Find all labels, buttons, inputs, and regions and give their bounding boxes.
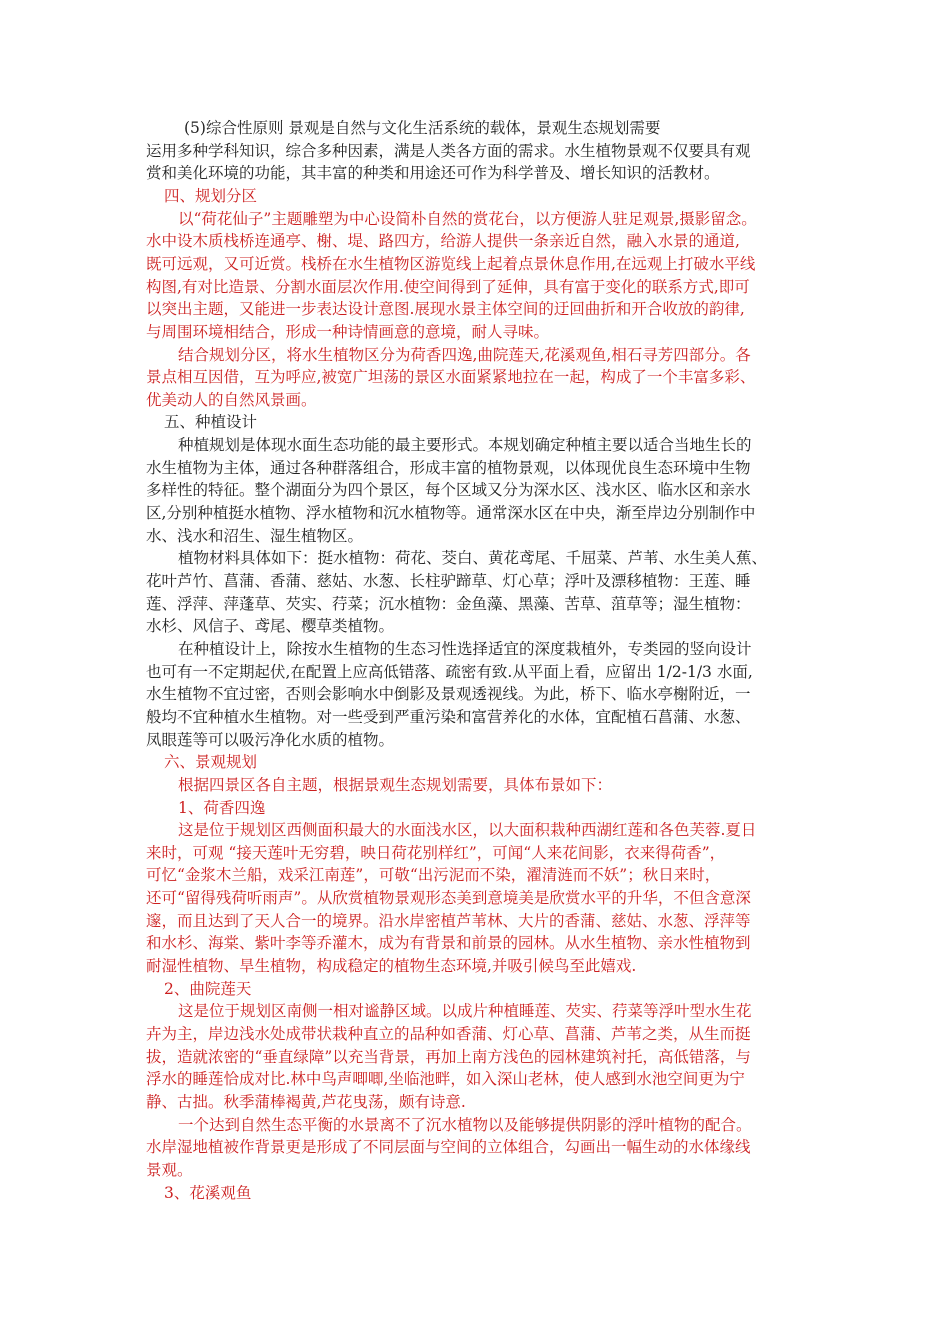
text-line: 1、荷香四逸 — [178, 798, 266, 817]
text-line: 既可远观，又可近赏。栈桥在水生植物区游览线上起着点景休息作用,在远观上打破水平线 — [146, 254, 756, 273]
text-line: 四、规划分区 — [164, 186, 258, 205]
text-line: 五、种植设计 — [164, 413, 258, 432]
text-line: 卉为主，岸边浅水处成带状栽种直立的品种如香蒲、灯心草、菖蒲、芦苇之类，从生而挺 — [146, 1025, 751, 1043]
text-line: 景观。 — [146, 1160, 193, 1179]
text-line: 多样性的特征。整个湖面分为四个景区，每个区域又分为深水区、浅水区、临水区和亲水 — [146, 481, 751, 500]
text-line: 根据四景区各自主题，根据景观生态规划需要，具体布景如下： — [178, 775, 613, 794]
text-line: 水、浅水和沼生、湿生植物区。 — [146, 526, 364, 545]
text-line: 这是位于规划区西侧面积最大的水面浅水区，以大面积栽种西湖红莲和各色芙蓉.夏日 — [178, 821, 757, 840]
text-line: 赏和美化环境的功能，其丰富的种类和用途还可作为科学普及、增长知识的活教材。 — [146, 164, 720, 183]
text-line: 静、古拙。秋季蒲棒褐黄,芦花曳荡，颇有诗意. — [146, 1092, 466, 1111]
text-line: 2、曲院莲天 — [164, 979, 252, 998]
text-line: 区,分别种植挺水植物、浮水植物和沉水植物等。通常深水区在中央，渐至岸边分别制作中 — [146, 504, 756, 523]
text-line: 可忆“金浆木兰船，戏采江南莲”，可敬“出污泥而不染，濯清涟而不妖”；秋日来时， — [146, 866, 721, 885]
text-line: 结合规划分区，将水生植物区分为荷香四逸,曲院莲天,花溪观鱼,相石寻芳四部分。各 — [178, 345, 751, 364]
text-line: 优美动人的自然风景画。 — [146, 390, 317, 409]
text-line: 构图,有对比造景、分割水面层次作用.使空间得到了延伸，具有富于变化的联系方式,即可 — [146, 277, 750, 296]
text-line: 也可有一不定期起伏,在配置上应高低错落、疏密有致.从平面上看，应留出 1/2-1/3 水面, — [146, 662, 753, 681]
text-line: 水生植物不宜过密，否则会影响水中倒影及景观透视线。为此，桥下、临水亭榭附近，一 — [146, 685, 751, 704]
text-line: 邃，而且达到了天人合一的境界。沿水岸密植芦苇林、大片的香蒲、慈姑、水葱、浮萍等 — [146, 911, 751, 930]
text-line: 六、景观规划 — [164, 753, 258, 772]
text-line: 和水杉、海棠、紫叶李等乔灌木，成为有背景和前景的园林。从水生植物、亲水性植物到 — [146, 934, 751, 953]
text-line: 还可“留得残荷听雨声”。从欣赏植物景观形态美到意境美是欣赏水平的升华，不但含意深 — [146, 889, 751, 908]
text-line: 来时，可观 “接天莲叶无穷碧，映日荷花别样红”，可闻“人来花间影，衣来得荷香”， — [146, 843, 726, 862]
text-line: 浮水的睡莲恰成对比.林中鸟声唧唧,坐临池畔，如入深山老林，使人感到水池空间更为宁 — [146, 1070, 745, 1089]
text-line: 一个达到自然生态平衡的水景离不了沉水植物以及能够提供阴影的浮叶植物的配合。 — [178, 1115, 752, 1134]
text-line: 水生植物为主体，通过各种群落组合，形成丰富的植物景观，以体现优良生态环境中生物 — [146, 458, 751, 477]
text-line: 莲、浮萍、萍蓬草、芡实、荇菜；沉水植物：金鱼藻、黑藻、苦草、菹草等；湿生植物： — [146, 594, 751, 613]
text-line: (5)综合性原则 景观是自然与文化生活系统的载体，景观生态规划需要 — [184, 119, 661, 137]
text-line: 植物材料具体如下：挺水植物：荷花、茭白、黄花鸢尾、千屈菜、芦苇、水生美人蕉、 — [178, 549, 768, 568]
text-line: 水杉、风信子、鸢尾、樱草类植物。 — [146, 617, 395, 636]
text-line: 与周围环境相结合，形成一种诗情画意的意境，耐人寻味。 — [146, 322, 550, 341]
text-line: 花叶芦竹、菖蒲、香蒲、慈姑、水葱、长柱驴蹄草、灯心草；浮叶及漂移植物：王莲、睡 — [146, 572, 751, 590]
text-line: 景点相互因借，互为呼应,被宽广坦荡的景区水面紧紧地拉在一起，构成了一个丰富多彩、 — [146, 368, 756, 387]
text-line: 耐湿性植物、旱生植物，构成稳定的植物生态环境,并吸引候鸟至此嬉戏. — [146, 957, 637, 976]
text-line: 以突出主题，又能进一步表达设计意图.展现水景主体空间的迂回曲折和开合收放的韵律, — [146, 300, 745, 319]
text-line: 般均不宜种植水生植物。对一些受到严重污染和富营养化的水体，宜配植石菖蒲、水葱、 — [146, 707, 751, 726]
text-line: 水中设木质栈桥连通亭、榭、堤、路四方，给游人提供一条亲近自然，融入水景的通道, — [146, 232, 740, 251]
text-line: 拔，造就浓密的“垂直绿障”以充当背景，再加上南方浅色的园林建筑衬托，高低错落，与 — [146, 1047, 751, 1066]
text-line: 这是位于规划区南侧一相对谧静区域。以成片种植睡莲、芡实、荇菜等浮叶型水生花 — [178, 1002, 752, 1021]
text-line: 凤眼莲等可以吸污净化水质的植物。 — [146, 730, 395, 749]
text-line: 以“荷花仙子”主题雕塑为中心设简朴自然的赏花台，以方便游人驻足观景,摄影留念。 — [178, 209, 757, 228]
text-line: 在种植设计上，除按水生植物的生态习性选择适宜的深度栽植外，专类园的竖向设计 — [178, 639, 752, 658]
text-line: 3、花溪观鱼 — [164, 1183, 252, 1202]
text-line: 水岸湿地植被作背景更是形成了不同层面与空间的立体组合，勾画出一幅生动的水体缘线 — [146, 1138, 751, 1157]
text-line: 运用多种学科知识，综合多种因素，满是人类各方面的需求。水生植物景观不仅要具有观 — [146, 141, 751, 160]
text-line: 种植规划是体现水面生态功能的最主要形式。本规划确定种植主要以适合当地生长的 — [178, 436, 752, 455]
